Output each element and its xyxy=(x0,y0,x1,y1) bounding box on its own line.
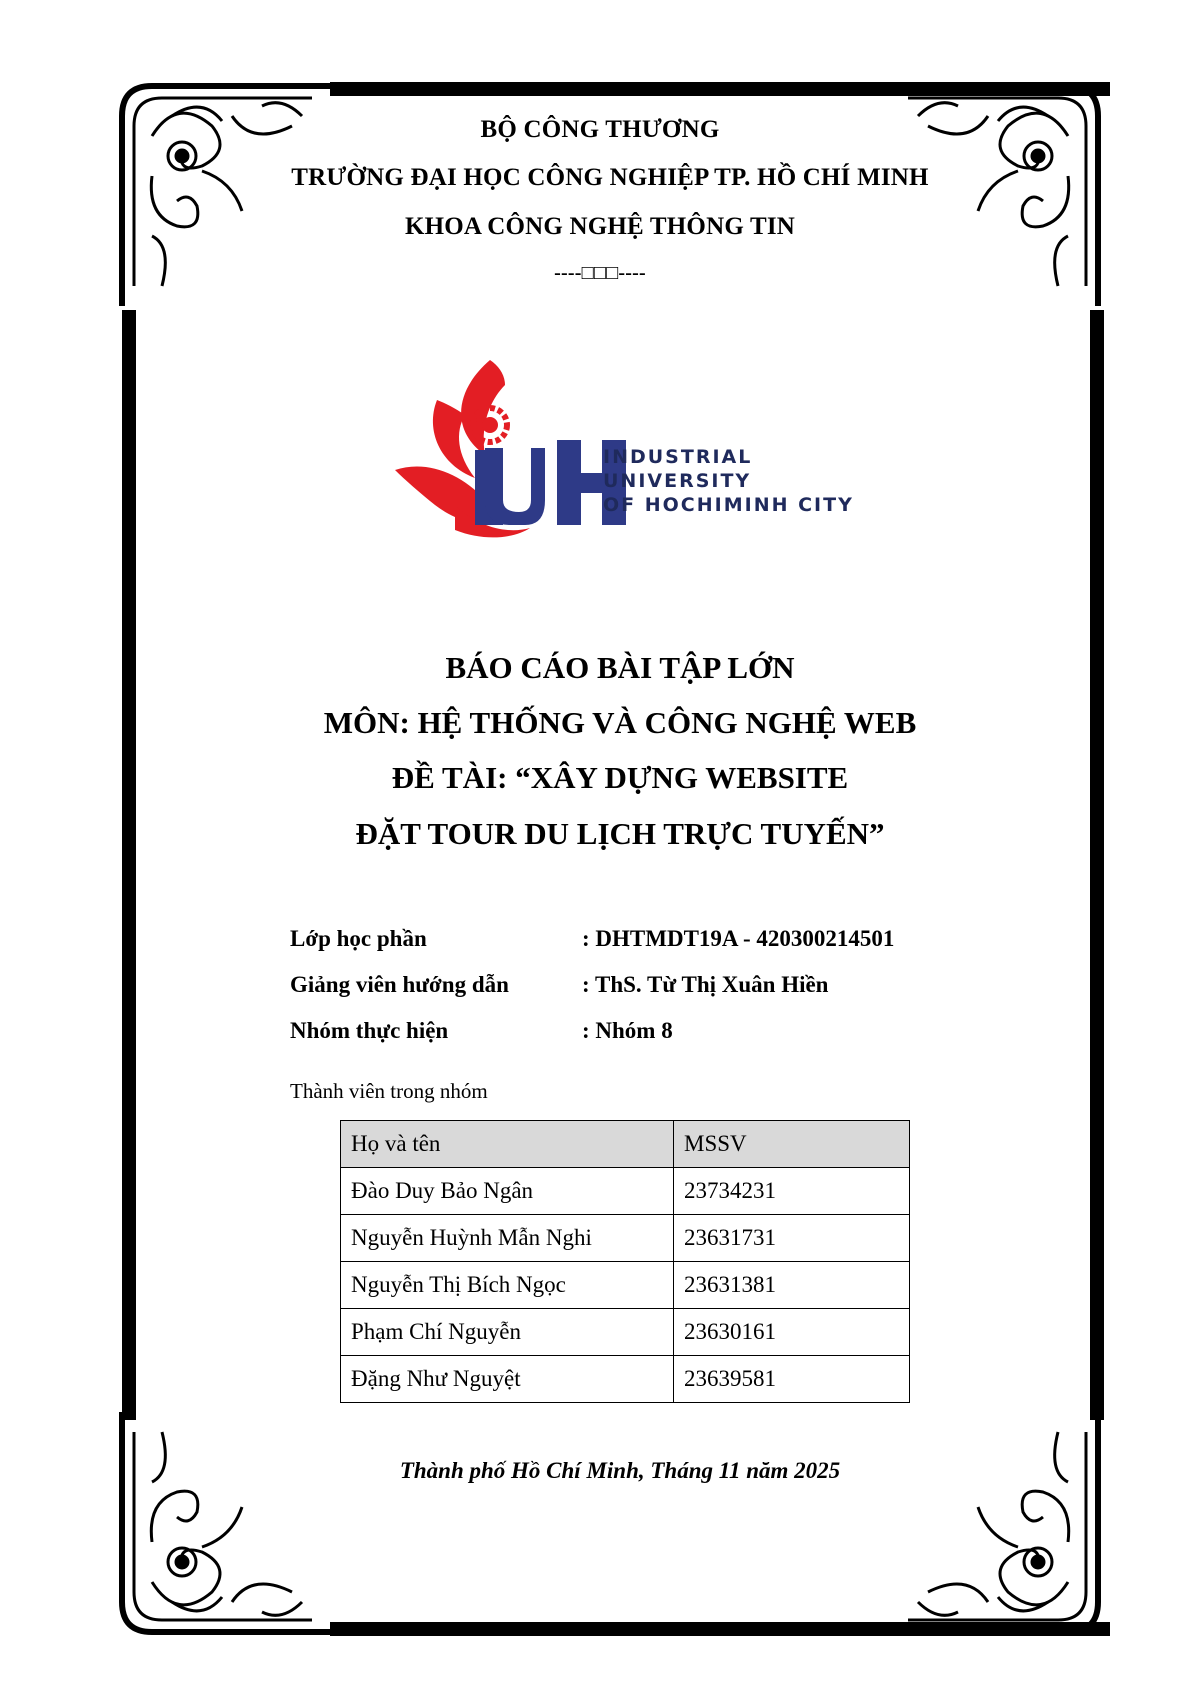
header-divider: ----□□□---- xyxy=(554,262,646,284)
topic-line1: ĐỀ TÀI: “XÂY DỰNG WEBSITE xyxy=(391,760,849,795)
column-header-id: MSSV xyxy=(674,1121,910,1168)
logo-text-line1: INDUSTRIAL xyxy=(603,446,753,468)
faculty-name: KHOA CÔNG NGHỆ THÔNG TIN xyxy=(404,213,796,240)
member-id: 23639581 xyxy=(674,1356,910,1403)
info-value: : Nhóm 8 xyxy=(582,1018,673,1043)
info-value: : DHTMDT19A - 420300214501 xyxy=(582,926,895,951)
member-id: 23734231 xyxy=(674,1168,910,1215)
report-title: BÁO CÁO BÀI TẬP LỚN xyxy=(445,650,795,685)
members-table xyxy=(340,1120,910,1403)
university-name: TRƯỜNG ĐẠI HỌC CÔNG NGHIỆP TP. HỒ CHÍ MINH xyxy=(291,164,929,191)
course-name: MÔN: HỆ THỐNG VÀ CÔNG NGHỆ WEB xyxy=(323,705,917,740)
table-row xyxy=(341,1215,910,1262)
table-row xyxy=(341,1168,910,1215)
member-name: Phạm Chí Nguyễn xyxy=(341,1309,674,1356)
corner-ornament-icon xyxy=(888,1412,1108,1642)
member-name: Nguyễn Thị Bích Ngọc xyxy=(341,1262,674,1309)
info-label: Giảng viên hướng dẫn xyxy=(290,972,509,997)
frame-right-bar xyxy=(1090,310,1104,1420)
member-id: 23631381 xyxy=(674,1262,910,1309)
column-header-name: Họ và tên xyxy=(341,1121,674,1168)
info-label: Lớp học phần xyxy=(290,926,427,951)
frame-left-bar xyxy=(122,310,136,1420)
place-date: Thành phố Hồ Chí Minh, Tháng 11 năm 2025 xyxy=(399,1458,841,1483)
logo-text-line2: UNIVERSITY xyxy=(603,470,752,492)
info-label: Nhóm thực hiện xyxy=(290,1018,449,1043)
table-header-row xyxy=(341,1121,910,1168)
member-name: Đặng Như Nguyệt xyxy=(341,1356,674,1403)
member-id: 23631731 xyxy=(674,1215,910,1262)
logo-text-line3: OF HOCHIMINH CITY xyxy=(603,494,854,516)
ministry-name: BỘ CÔNG THƯƠNG xyxy=(480,116,720,143)
table-row xyxy=(341,1356,910,1403)
table-row xyxy=(341,1262,910,1309)
member-name: Nguyễn Huỳnh Mẫn Nghi xyxy=(341,1215,674,1262)
table-row xyxy=(341,1309,910,1356)
info-value: : ThS. Từ Thị Xuân Hiền xyxy=(582,972,829,997)
topic-line2: ĐẶT TOUR DU LỊCH TRỰC TUYẾN” xyxy=(355,816,885,851)
member-name: Đào Duy Bảo Ngân xyxy=(341,1168,674,1215)
member-id: 23630161 xyxy=(674,1309,910,1356)
corner-ornament-icon xyxy=(112,1412,332,1642)
members-caption: Thành viên trong nhóm xyxy=(290,1079,488,1103)
